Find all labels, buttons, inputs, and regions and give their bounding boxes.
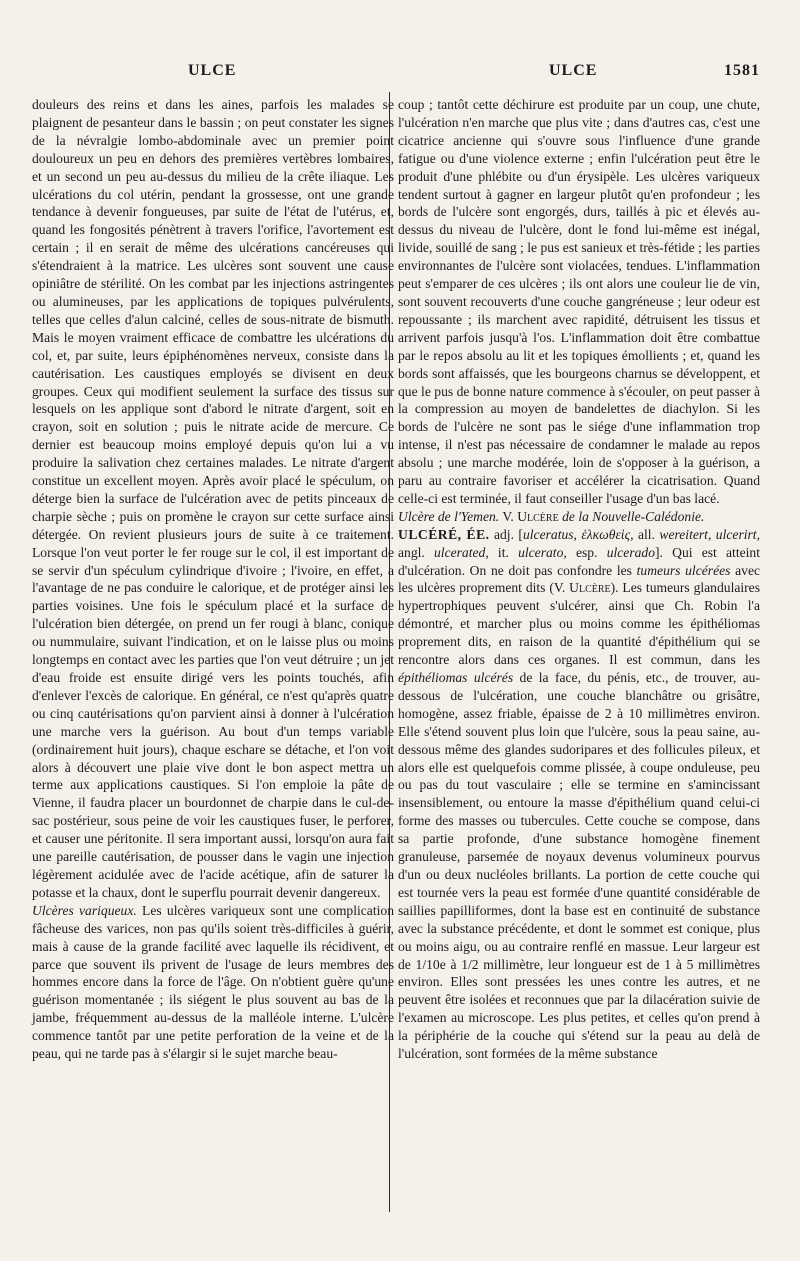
entry-part-8: ). Les tumeurs glandulaires hypertrophiques peuvent s'ulcérer, ainsi que Ch. Robin l'a démontré, et marcher plus ou moins comme les épithéliomas proprement dits, en raison de la quantité d'épithélium qui se rencontre alors dans ces organes. Il est commun, dans les	[398, 580, 761, 668]
yemen-ref: V.	[499, 508, 518, 524]
entry-part-1: adj. [	[489, 526, 523, 542]
paragraph-varicose-ulcers	[32, 902, 394, 1063]
entry-latin: ulceratus, ἑλκωθεὶς,	[522, 526, 634, 542]
varicose-text: Les ulcères variqueux sont une complication fâcheuse des varices, non pas qu'ils soient très-difficiles à guérir, mais à cause de la grande facilité avec laquelle ils récidivent, et parce que souvent ils privent de l'usage de leurs membres des hommes encore dans la force de l'âge. On n'obtient guère qu'une guérison momentanée ; ils siégent le plus souvent au bas de la jambe, fréquemment au-dessus de la malléole interne. L'ulcère commence tantôt par une petite perforation de la veine et de la peau, qui ne tarde pas à s'élargir si le sujet marche beau-	[32, 902, 394, 1062]
yemen-ref-tail: de la Nouvelle-Calédonie.	[558, 508, 705, 524]
entry-spanish: ulcerado	[606, 544, 656, 560]
entry-tumeurs: tumeurs ulcérées	[636, 562, 731, 578]
left-running-head: ULCE	[188, 62, 237, 79]
section-label-varicose: Ulcères variqueux.	[32, 902, 137, 918]
right-column	[398, 96, 760, 1063]
entry-english: ulcerated,	[434, 544, 489, 560]
yemen-label: Ulcère de l'Yemen.	[398, 508, 500, 524]
entry-italian: ulcerato,	[518, 544, 567, 560]
entry-german: wereitert, ulcerirt,	[659, 526, 760, 542]
entry-part-5: esp.	[566, 544, 607, 560]
entry-epitheliomas: épithéliomas ulcérés	[398, 670, 514, 685]
entry-ulcere	[398, 526, 760, 1063]
entry-headword: ULCÉRÉ, ÉE.	[398, 526, 490, 542]
entry-part-6: ]. Qui est atteint d'ulcération. On ne doit pas confondre les	[398, 544, 760, 578]
paragraph-uterine-ulcers: douleurs des reins et dans les aines, parfois les malades se plaignent de pesanteur dans le bassin ; on peut constater les signes de la névralgie lombo-abdominale avec un premier point douloureux un peu en dehors des premières vertèbres lombaires, et un second un peu au-dessus du milieu de la crête iliaque. Les ulcérations du col utérin, pendant la grossesse, ont une grande tendance à devenir fongueuses, par suite de l'état de l'utérus, et, quand les fongosités pénètrent à travers l'orifice, l'avortement est certain ; il en serait de même des ulcérations cancéreuses qui s'étendraient à la matrice. Les ulcères sont souvent une cause opiniâtre de stérilité. On les combat par les injections astringentes ou alumineuses, par les applications de topiques pulvérulents, telles que celles d'alun calciné, celles de sous-nitrate de bismuth. Mais le moyen vraiment efficace de combattre les ulcérations du col, et, par suite, leurs épiphénomènes nerveux, consiste dans la cautérisation. Les caustiques employés se divisent en deux groupes. Ceux qui modifient seulement la surface des tissus sur lesquels on les applique sont d'abord le nitrate d'argent, soit en crayon, soit en solution ; puis le nitrate acide de mercure. Ce dernier est beaucoup moins employé depuis qu'on lui a vu produire la salivation chez certaines malades. Le nitrate d'argent constitue un excellent moyen. Après avoir placé le spéculum, on déterge bien la surface de l'ulcération avec de petits pinceaux de charpie sèche ; puis on promène le crayon sur cette surface ainsi détergée. On revient plusieurs jours de suite à ce traitement. Lorsque l'on veut porter le fer rouge sur le col, il est important de se servir d'un spéculum cylindrique d'ivoire ; l'ivoire, en effet, a l'avantage de ne pas conduire le calorique, et de protéger ainsi les parties voisines. Une fois le spéculum placé et la surface de l'ulcération bien détergée, on prend un fer rougi à blanc, conique ou nummulaire, suivant l'indication, et on le laisse plus ou moins longtemps en contact avec les parties que l'on veut détruire ; un jet d'eau froide est ensuite dirigé vers les points touchés, afin d'enlever l'excès de calorique. En général, ce n'est qu'après quatre ou cinq cautérisations qu'on parvient ainsi à donner à l'ulcération une marche vers la guérison. Au bout d'un temps variable (ordinairement huit jours), chaque eschare se détache, et l'on voit alors à découvert une plaie vive dont le bon aspect mettra un terme aux applications caustiques. Si l'on emploie la pâte de Vienne, il faudra placer un bourdonnet de charpie dans le cul-de-sac postérieur, sous peine de voir les caustiques fuser, le perforer, et causer une péritonite. Il sera important aussi, lorsqu'on aura fait une pareille cautérisation, de pousser dans le vagin une injection légèrement acidulée avec de l'acide acétique, afin de saturer la potasse et la chaux, dont le superflu pourrait devenir dangereux.	[32, 97, 394, 900]
entry-part-4: it.	[488, 544, 519, 560]
page-number: 1581	[724, 62, 760, 79]
paragraph-yemen-ulcer	[398, 508, 760, 526]
entry-ulcere-ref: Ulcère	[569, 580, 611, 596]
yemen-ref-ulcere: Ulcère	[517, 508, 559, 524]
right-running-head: ULCE	[549, 62, 598, 79]
entry-part-2: all.	[633, 526, 660, 542]
entry-part-3: angl.	[398, 544, 434, 560]
entry-part-7: avec les ulcères proprement dits (V.	[398, 562, 761, 596]
paragraph-varicose-continued: coup ; tantôt cette déchirure est produite par un coup, une chute, l'ulcération n'en marche que plus vite ; dans d'autres cas, c'est une cicatrice ancienne qui s'ouvre sous l'influence d'une grande fatigue ou d'une violence externe ; enfin l'ulcération peut être le produit d'une phlébite ou d'un érysipèle. Les ulcères variqueux tendent surtout à gagner en largeur plutôt qu'en profondeur ; les bords de l'ulcère sont engorgés, durs, taillés à pic et élevés au-dessus du niveau de l'ulcère, dont le fond lui-même est inégal, livide, souillé de sang ; le pus est sanieux et très-fétide ; les parties environnantes de l'ulcère sont violacées, tendues. L'inflammation peut s'emparer de ces ulcères ; ils ont alors une couleur lie de vin, sont souvent recouverts d'une couche gangréneuse ; leur odeur est repoussante ; ils marchent avec rapidité, détruisent les tissus et arrivent parfois jusqu'à l'os. L'inflammation doit être combattue par le repos absolu au lit et les topiques émollients ; et, quand les bords sont affaissés, que les bourgeons charnus se développent, et que le pus de bonne nature commence à s'écouler, on peut passer à la compression au moyen de bandelettes de diachylon. Si les bords de l'ulcère ne sont pas le siége d'une inflammation trop intense, il n'est pas nécessaire de condamner le malade au repos absolu ; une marche modérée, loin de s'opposer à la guérison, a paru au contraire favoriser et accélérer la cicatrisation. Quand celle-ci est terminée, il faut conseiller l'usage d'un bas lacé.	[398, 97, 760, 506]
left-column	[32, 96, 394, 1063]
entry-part-9: de la face, du pénis, etc., de trouver, au-dessous de l'ulcération, une couche blanchâtre ou grisâtre, homogène, assez friable, épaisse de 2 à 10 millimètres environ. Elle s'étend souvent plus loin que l'ulcère, sous la peau saine, au-dessous même des glandes sudoripares et des follicules pileux, et alors elle est quelquefois comme plissée, à coupe onduleuse, peu ou pas du tout vasculaire ; elle se termine en s'amincissant insensiblement, ou entoure la masse d'épithélium quand celui-ci forme des masses ou tubercules. Cette couche se compose, dans sa partie profonde, d'une substance homogène finement granuleuse, parsemée de noyaux devenus volumineux pourvus d'un ou deux nucléoles brillants. La portion de cette couche qui est tournée vers la peau est formée d'une quantité considérable de saillies papilliformes, dont la base est en continuité de substance avec la substance précédente, et dont le sommet est conique, plus ou moins aigu, ou au contraire renflé en massue. Leur largeur est de 1/10e à 1/2 millimètre, leur longueur est de 1 à 5 millimètres environ. Elles sont pressées les unes contre les autres, et ne peuvent être isolées et reconnues que par la dilacération suivie de l'examen au microscope. Les plus petites, et celles qu'on prend à la périphérie de la couche qui s'étend sur la peau au delà de l'ulcération, sont formées de la même substance	[398, 670, 760, 1062]
